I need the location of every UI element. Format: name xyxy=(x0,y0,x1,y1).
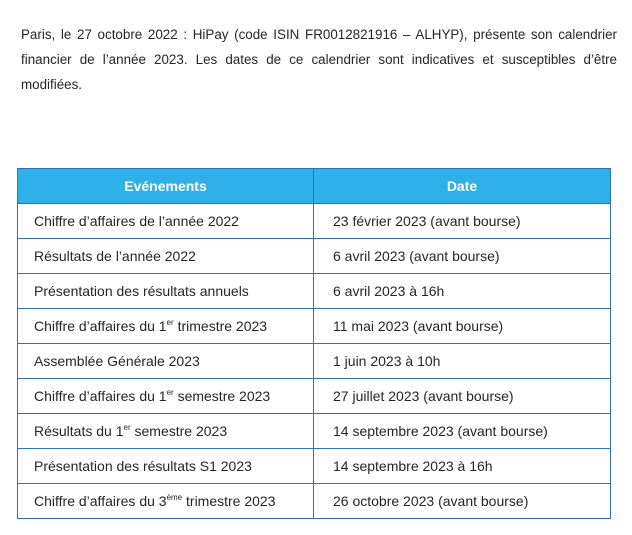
date-cell: 23 février 2023 (avant bourse) xyxy=(314,204,611,239)
event-text: Chiffre d’affaires du 1 xyxy=(34,318,167,334)
event-text-suffix: trimestre 2023 xyxy=(182,493,276,509)
event-cell xyxy=(18,239,314,274)
event-cell xyxy=(18,344,314,379)
table-row xyxy=(18,484,611,519)
table-row xyxy=(18,414,611,449)
date-cell: 6 avril 2023 à 16h xyxy=(314,274,611,309)
date-cell: 27 juillet 2023 (avant bourse) xyxy=(314,379,611,414)
table-row xyxy=(18,239,611,274)
table-row xyxy=(18,204,611,239)
event-text-suffix: semestre 2023 xyxy=(130,423,228,439)
table-header-row xyxy=(18,169,611,204)
table-row xyxy=(18,379,611,414)
ordinal-suffix: er xyxy=(166,318,174,327)
event-cell xyxy=(18,414,314,449)
event-cell xyxy=(18,274,314,309)
date-column-header: Date xyxy=(314,169,611,204)
event-text-suffix: trimestre 2023 xyxy=(173,318,268,334)
event-cell xyxy=(18,204,314,239)
date-cell: 11 mai 2023 (avant bourse) xyxy=(314,309,611,344)
date-cell: 6 avril 2023 (avant bourse) xyxy=(314,239,611,274)
event-cell xyxy=(18,309,314,344)
event-cell xyxy=(18,484,314,519)
event-text: Résultats de l’année 2022 xyxy=(34,248,196,264)
event-text: Présentation des résultats annuels xyxy=(34,283,249,299)
date-cell: 26 octobre 2023 (avant bourse) xyxy=(314,484,611,519)
event-text: Assemblée Générale 2023 xyxy=(34,353,200,369)
event-cell xyxy=(18,379,314,414)
intro-paragraph: Paris, le 27 octobre 2022 : HiPay (code ISIN FR0012821916 – ALHYP), présente son calendrier financier de l’année 2023. Les dates de ce calendrier sont indicatives et susceptibles d’être modifiées. xyxy=(21,27,617,93)
ordinal-suffix: er xyxy=(123,423,131,432)
table-row xyxy=(18,309,611,344)
table-row xyxy=(18,449,611,484)
date-cell: 14 septembre 2023 à 16h xyxy=(314,449,611,484)
event-text-suffix: semestre 2023 xyxy=(173,388,271,404)
date-cell: 14 septembre 2023 (avant bourse) xyxy=(314,414,611,449)
event-text: Résultats du 1 xyxy=(34,423,124,439)
event-cell xyxy=(18,449,314,484)
table-row xyxy=(18,344,611,379)
event-text: Présentation des résultats S1 2023 xyxy=(34,458,252,474)
events-column-header: Evénements xyxy=(18,169,314,204)
ordinal-suffix: ème xyxy=(166,493,183,502)
date-cell: 1 juin 2023 à 10h xyxy=(314,344,611,379)
event-text: Chiffre d’affaires de l’année 2022 xyxy=(34,213,239,229)
ordinal-suffix: er xyxy=(166,388,174,397)
table-row xyxy=(18,274,611,309)
financial-calendar-table xyxy=(17,168,611,519)
event-text: Chiffre d’affaires du 1 xyxy=(34,388,167,404)
event-text: Chiffre d’affaires du 3 xyxy=(34,493,167,509)
